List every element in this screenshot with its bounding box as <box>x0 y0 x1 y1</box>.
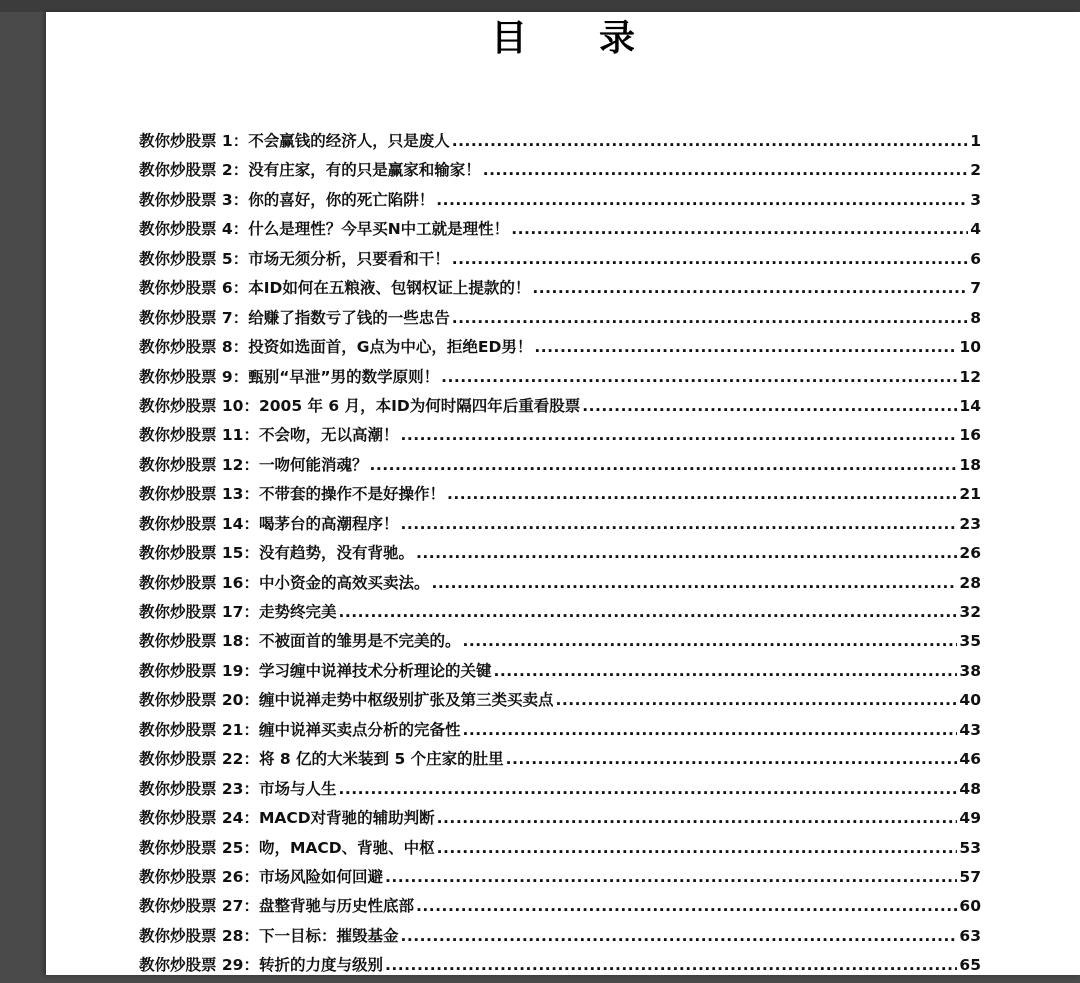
toc-entry-title: 甄别“早泄”男的数学原则！ <box>248 367 440 386</box>
toc-entry-label: 教你炒股票 4 <box>139 220 233 239</box>
toc-entry-page-number: 60 <box>959 897 981 916</box>
toc-entry-title: 投资如选面首，G点为中心，拒绝ED男！ <box>248 338 533 357</box>
toc-entry[interactable] <box>139 129 981 158</box>
toc-dot-leader <box>416 897 957 915</box>
toc-entry[interactable] <box>139 158 981 187</box>
toc-entry-title: 什么是理性？今早买N中工就是理性！ <box>248 220 510 239</box>
toc-entry-page-number: 35 <box>959 632 981 651</box>
toc-entry-page-number: 46 <box>959 750 981 769</box>
toc-entry-separator: ： <box>243 838 259 857</box>
toc-entry-title: 缠中说禅走势中枢级别扩张及第三类买卖点 <box>258 691 554 710</box>
toc-dot-leader <box>401 515 958 533</box>
toc-entry-separator: ： <box>232 249 249 268</box>
toc-entry-label: 教你炒股票 25 <box>139 838 244 857</box>
toc-entry-page-number: 1 <box>970 132 981 150</box>
toc-entry-label: 教你炒股票 15 <box>139 544 244 563</box>
toc-entry-title: 不会赢钱的经济人，只是废人 <box>248 132 450 150</box>
toc-entry-separator: ： <box>243 661 259 680</box>
toc-entry-separator: ： <box>243 750 259 769</box>
toc-entry-title: 市场风险如何回避 <box>258 867 383 886</box>
toc-entry-title: 没有庄家，有的只是赢家和输家！ <box>248 161 481 180</box>
toc-entry-page-number: 57 <box>959 867 981 886</box>
toc-dot-leader <box>436 191 968 209</box>
toc-entry-title: 走势终完美 <box>258 603 337 621</box>
toc-entry-page-number: 32 <box>959 603 981 621</box>
toc-entry[interactable] <box>139 747 981 776</box>
toc-dot-leader <box>441 368 957 386</box>
toc-entry[interactable] <box>139 217 981 246</box>
toc-entry-title: 给赚了指数亏了钱的一些忠告 <box>248 308 450 327</box>
toc-entry-title: 盘整背驰与历史性底部 <box>258 897 414 916</box>
toc-entry-label: 教你炒股票 7 <box>139 308 233 327</box>
toc-dot-leader <box>385 868 957 886</box>
toc-entry[interactable] <box>139 453 981 482</box>
toc-entry-page-number: 26 <box>959 544 981 563</box>
toc-entry-separator: ： <box>243 809 259 828</box>
toc-entry-separator: ： <box>243 926 259 945</box>
toc-dot-leader <box>370 456 958 474</box>
toc-entry-page-number: 49 <box>959 809 981 828</box>
toc-entry[interactable] <box>139 276 981 305</box>
toc-dot-leader <box>416 544 957 562</box>
toc-entry-label: 教你炒股票 6 <box>139 279 233 298</box>
toc-entry-page-number: 40 <box>959 691 981 710</box>
toc-entry[interactable] <box>139 777 981 806</box>
toc-entry-label: 教你炒股票 14 <box>139 514 244 533</box>
toc-entry-separator: ： <box>243 514 259 533</box>
toc-dot-leader <box>447 485 957 503</box>
toc-entry-separator: ： <box>243 956 259 975</box>
toc-entry-label: 教你炒股票 5 <box>139 249 233 268</box>
toc-entry-separator: ： <box>243 632 259 651</box>
toc-entry-separator: ： <box>243 485 259 504</box>
toc-entry-label: 教你炒股票 3 <box>139 190 233 209</box>
toc-entry-separator: ： <box>243 544 259 563</box>
toc-entry-label: 教你炒股票 17 <box>139 603 244 621</box>
toc-entry-label: 教你炒股票 20 <box>139 691 244 710</box>
toc-entry[interactable] <box>139 306 981 335</box>
toc-entry[interactable] <box>139 335 981 364</box>
toc-dot-leader <box>437 839 958 857</box>
toc-entry-title: 不被面首的雏男是不完美的。 <box>258 632 461 651</box>
toc-entry-label: 教你炒股票 2 <box>139 161 233 180</box>
toc-entry-page-number: 3 <box>970 190 981 209</box>
toc-entry-title: MACD对背驰的辅助判断 <box>258 809 435 828</box>
toc-entry-page-number: 63 <box>959 926 981 945</box>
toc-entry-label: 教你炒股票 21 <box>139 720 244 739</box>
toc-entry-title: 市场与人生 <box>258 779 337 798</box>
toc-entry[interactable] <box>139 541 981 570</box>
toc-entry-title: 吻，MACD、背驰、中枢 <box>258 838 435 857</box>
toc-dot-leader <box>452 250 968 268</box>
toc-entry-title: 2005 年 6 月，本ID为何时隔四年后重看股票 <box>258 396 581 415</box>
toc-entry[interactable] <box>139 188 981 217</box>
toc-entry-title: 没有趋势，没有背驰。 <box>258 544 414 563</box>
toc-entry-label: 教你炒股票 26 <box>139 867 244 886</box>
toc-entry[interactable] <box>139 953 981 982</box>
toc-entry-page-number: 21 <box>959 485 981 504</box>
toc-dot-leader <box>506 750 958 768</box>
toc-entry-separator: ： <box>243 691 259 710</box>
toc-entry-title: 一吻何能消魂？ <box>258 455 368 474</box>
toc-entry-label: 教你炒股票 18 <box>139 632 244 651</box>
toc-entry[interactable] <box>139 894 981 923</box>
toc-entry-page-number: 16 <box>959 426 981 445</box>
toc-dot-leader <box>385 956 957 974</box>
toc-entry-label: 教你炒股票 19 <box>139 661 244 680</box>
toc-entry[interactable] <box>139 836 981 865</box>
toc-entry-page-number: 28 <box>959 573 981 592</box>
toc-entry[interactable] <box>139 365 981 394</box>
toc-entry-page-number: 48 <box>959 779 981 798</box>
toc-dot-leader <box>463 632 958 650</box>
toc-dot-leader <box>339 603 958 621</box>
toc-dot-leader <box>401 426 958 444</box>
toc-dot-leader <box>463 721 958 739</box>
toc-entry-title: 不带套的操作不是好操作！ <box>258 485 445 504</box>
toc-entry-title: 将 8 亿的大米装到 5 个庄家的肚里 <box>258 750 504 769</box>
toc-entry-label: 教你炒股票 12 <box>139 455 244 474</box>
toc-dot-leader <box>432 574 958 592</box>
toc-entry-label: 教你炒股票 10 <box>139 396 244 415</box>
toc-dot-leader <box>582 397 957 415</box>
toc-entry-title: 下一目标：摧毁基金 <box>258 926 399 945</box>
toc-entry-separator: ： <box>243 603 259 621</box>
toc-entry-page-number: 43 <box>959 720 981 739</box>
toc-dot-leader <box>339 780 958 798</box>
toc-entry[interactable] <box>139 629 981 658</box>
toc-entry-page-number: 53 <box>959 838 981 857</box>
toc-entry-page-number: 8 <box>970 308 981 327</box>
toc-entry-separator: ： <box>232 338 249 357</box>
toc-entry[interactable] <box>139 512 981 541</box>
toc-entry[interactable] <box>139 571 981 600</box>
toc-entry[interactable] <box>139 718 981 747</box>
toc-dot-leader <box>452 309 968 327</box>
toc-entry-label: 教你炒股票 16 <box>139 573 244 592</box>
toc-entry-separator: ： <box>243 720 259 739</box>
toc-entry-page-number: 2 <box>970 161 981 180</box>
toc-dot-leader <box>556 691 958 709</box>
toc-entry-label: 教你炒股票 13 <box>139 485 244 504</box>
document-page <box>46 12 1080 975</box>
viewer-top-bar <box>0 0 1080 12</box>
toc-entry-title: 市场无须分析，只要看和干！ <box>248 249 450 268</box>
toc-entry-separator: ： <box>232 308 249 327</box>
toc-entry-label: 教你炒股票 1 <box>139 132 233 150</box>
toc-dot-leader <box>437 809 958 827</box>
toc-dot-leader <box>532 279 968 297</box>
toc-entry-page-number: 65 <box>959 956 981 975</box>
toc-entry-label: 教你炒股票 22 <box>139 750 244 769</box>
toc-dot-leader <box>483 161 968 179</box>
toc-entry-separator: ： <box>243 867 259 886</box>
toc-entry-page-number: 18 <box>959 455 981 474</box>
toc-dot-leader <box>534 338 957 356</box>
toc-entry-page-number: 23 <box>959 514 981 533</box>
toc-entry-separator: ： <box>232 190 249 209</box>
toc-entry[interactable] <box>139 865 981 894</box>
toc-entry-separator: ： <box>232 279 249 298</box>
table-of-contents <box>139 129 981 983</box>
toc-entry-title: 喝茅台的高潮程序！ <box>258 514 399 533</box>
toc-entry-separator: ： <box>232 161 249 180</box>
toc-entry[interactable] <box>139 482 981 511</box>
toc-entry-page-number: 38 <box>959 661 981 680</box>
toc-entry-page-number: 10 <box>959 338 981 357</box>
toc-entry-label: 教你炒股票 11 <box>139 426 244 445</box>
toc-entry-page-number: 4 <box>970 220 981 239</box>
toc-entry-label: 教你炒股票 27 <box>139 897 244 916</box>
toc-entry[interactable] <box>139 394 981 423</box>
toc-entry-separator: ： <box>243 779 259 798</box>
toc-entry-title: 转折的力度与级别 <box>258 956 383 975</box>
toc-entry-title: 本ID如何在五粮液、包钢权证上提款的！ <box>248 279 531 298</box>
toc-entry[interactable] <box>139 924 981 953</box>
toc-entry-label: 教你炒股票 9 <box>139 367 233 386</box>
toc-entry-separator: ： <box>232 220 249 239</box>
toc-title: 目录 <box>490 18 707 59</box>
toc-entry[interactable] <box>139 423 981 452</box>
toc-dot-leader <box>511 220 968 238</box>
toc-dot-leader <box>494 662 958 680</box>
toc-entry-title: 中小资金的高效买卖法。 <box>258 573 430 592</box>
toc-entry-label: 教你炒股票 24 <box>139 809 244 828</box>
toc-entry-label: 教你炒股票 29 <box>139 956 244 975</box>
toc-entry-separator: ： <box>243 573 259 592</box>
toc-entry[interactable] <box>139 600 981 629</box>
toc-entry-separator: ： <box>232 367 249 386</box>
toc-entry-page-number: 12 <box>959 367 981 386</box>
toc-dot-leader <box>401 927 958 945</box>
toc-entry-title: 不会吻，无以高潮！ <box>258 426 399 445</box>
toc-entry-title: 你的喜好，你的死亡陷阱！ <box>248 190 435 209</box>
toc-entry-page-number: 7 <box>970 279 981 298</box>
toc-dot-leader <box>452 132 968 150</box>
toc-entry-separator: ： <box>243 455 259 474</box>
toc-entry-label: 教你炒股票 28 <box>139 926 244 945</box>
toc-entry-page-number: 6 <box>970 249 981 268</box>
toc-entry-separator: ： <box>243 396 259 415</box>
toc-entry-separator: ： <box>243 897 259 916</box>
toc-entry[interactable] <box>139 247 981 276</box>
toc-entry-title: 缠中说禅买卖点分析的完备性 <box>258 720 461 739</box>
toc-entry-title: 学习缠中说禅技术分析理论的关键 <box>258 661 492 680</box>
toc-entry-page-number: 14 <box>959 396 981 415</box>
toc-entry[interactable] <box>139 688 981 717</box>
toc-entry-label: 教你炒股票 8 <box>139 338 233 357</box>
toc-entry-separator: ： <box>243 426 259 445</box>
toc-entry[interactable] <box>139 806 981 835</box>
toc-entry[interactable] <box>139 659 981 688</box>
toc-entry-label: 教你炒股票 23 <box>139 779 244 798</box>
toc-entry-separator: ： <box>232 132 249 150</box>
